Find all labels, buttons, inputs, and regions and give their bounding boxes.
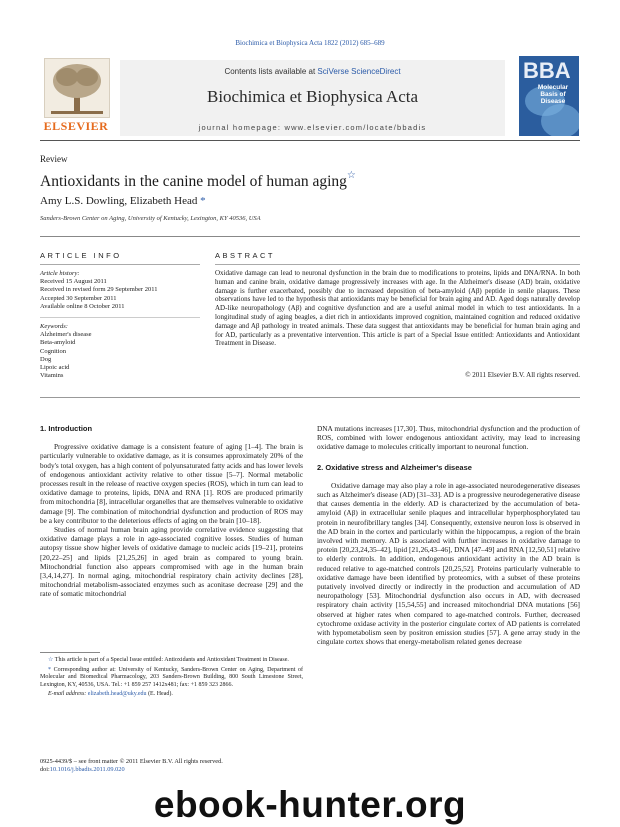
footnote-divider — [40, 652, 100, 653]
footnote-email — [40, 691, 303, 699]
keyword-item: Beta-amyloid — [40, 339, 76, 347]
homepage-prefix: journal homepage: — [198, 123, 285, 132]
sciencedirect-link[interactable]: SciVerse ScienceDirect — [317, 67, 401, 76]
keyword-item: Lipoic acid — [40, 364, 70, 372]
email-link[interactable]: elizabeth.head@uky.edu — [87, 691, 147, 698]
journal-homepage — [120, 123, 505, 132]
history-item: Accepted 30 September 2011 — [40, 294, 117, 302]
footnote-mark: ☆ — [48, 657, 54, 663]
article-type: Review — [40, 154, 68, 164]
email-suffix: (E. Head). — [146, 691, 173, 698]
journal-title: Biochimica et Biophysica Acta — [206, 87, 419, 106]
footnote-mark: * — [48, 666, 51, 673]
journal-cover-image — [519, 56, 579, 136]
history-item: Available online 8 October 2011 — [40, 302, 125, 310]
journal-reference[interactable]: Biochimica et Biophysica Acta 1822 (2012) 685–689 — [235, 39, 385, 47]
abstract-heading: ABSTRACT — [215, 251, 276, 260]
affiliation: Sanders-Brown Center on Aging, University of Kentucky, Lexington, KY 40536, USA — [40, 215, 261, 222]
homepage-url[interactable]: www.elsevier.com/locate/bbadis — [284, 123, 427, 132]
contents-prefix: Contents lists available at — [224, 67, 318, 76]
elsevier-logo — [40, 56, 112, 136]
cover-title: BBA — [523, 58, 571, 83]
keywords-divider — [40, 317, 200, 318]
email-label: E-mail address: — [48, 691, 88, 698]
paragraph: Studies of normal human brain aging provide correlative evidence suggesting that oxidative damage plays a role in age-associated cognitive losses. Studies of human autopsy tissue show higher levels of oxidative damage to nucleic acids [19–21], proteins [20,22–25] and lipids [21,25,26] in aged brain as compared to young brain. Mitochondrial function also appears compromised with age in the human brain [3,4,14,27]. In normal aging, mitochondrial respiratory chain activity declines [28], mitochondrial metabolism-associated enzymes such as aconitase decrease [29] and the rate of somatic mitochondrial — [40, 525, 303, 599]
article-title-text: Antioxidants in the canine model of human aging — [40, 173, 347, 190]
footnote — [40, 657, 303, 665]
title-divider — [40, 236, 580, 237]
watermark: ebook-hunter.org — [153, 784, 467, 825]
history-item: Received in revised form 29 September 2011 — [40, 286, 158, 294]
elsevier-wordmark: ELSEVIER — [43, 119, 109, 133]
doi-link[interactable]: 10.1016/j.bbadis.2011.09.020 — [49, 766, 125, 773]
footnote-text: Corresponding author at: University of Kentucky, Sanders-Brown Center on Aging, Department of Molecular and Biomedical Pharmacology, 203 Sanders-Brown Building, 800 South Limestone Street, Lexington, KY, 40536, USA. Tel.: +1 859 257 1412x481; fax: +1 859 323 2866. — [40, 666, 304, 688]
footnotes — [40, 657, 303, 701]
body-column-left — [40, 424, 303, 599]
paragraph: Progressive oxidative damage is a consistent feature of aging [1–4]. The brain is particularly vulnerable to oxidative damage, as it is consumes approximately 20% of the body's total oxygen, has a high content of polyunsaturated fatty acids and has lower levels of endogenous antioxidant activity relative to other tissue [5–7]. Normal metabolic processes result in the release of reactive oxygen species (ROS), which in turn can lead to oxidative damage to proteins, lipids, DNA and RNA [1]. ROS are produced primarily from mitochondria [8], intracellular organelles that are themselves vulnerable to oxidative damage [9]. The combination of mitochondrial dysfunction and production of ROS may be a key contributor to the deleterious effects of aging on the brain [10–18]. — [40, 442, 303, 525]
article-history — [40, 270, 200, 311]
body-column-right — [317, 424, 580, 646]
keywords-label: Keywords: — [40, 323, 68, 330]
article-info-divider — [40, 264, 200, 265]
contents-line — [120, 67, 505, 76]
doi-line — [40, 766, 340, 774]
paragraph: DNA mutations increases [17,30]. Thus, mitochondrial dysfunction and the production of ROS, combined with lower endogenous antioxidant activity, may lead to increasing oxidative damage to molecules critically important to neuronal function. — [317, 424, 580, 452]
article-title — [40, 170, 356, 191]
section-heading: 2. Oxidative stress and Alzheimer's disease — [317, 462, 472, 472]
footnote-text: This article is part of a Special Issue entitled: Antioxidants and Antioxidant Treatment in Disease. — [54, 657, 289, 663]
elsevier-tree-icon — [44, 58, 110, 118]
issn-line: 0925-4439/$ – see front matter © 2011 Elsevier B.V. All rights reserved. — [40, 758, 223, 765]
doi-prefix: doi: — [40, 766, 50, 773]
history-label: Article history: — [40, 270, 80, 277]
header-divider — [40, 140, 580, 141]
section-heading: 1. Introduction — [40, 424, 93, 433]
keywords — [40, 323, 200, 380]
keyword-item: Cognition — [40, 347, 67, 355]
corresponding-author-mark[interactable]: * — [200, 195, 206, 207]
front-matter — [40, 758, 340, 774]
author-list — [40, 195, 206, 207]
article-info-heading: ARTICLE INFO — [40, 251, 122, 260]
abstract-text: Oxidative damage can lead to neuronal dysfunction in the brain due to modifications to proteins, lipids and DNA/RNA. In both human and canine brain, oxidative damage progressively increases with age. In the Alzheimer's disease (AD) brain, oxidative damage is further exacerbated, possibly due to increased deposition of beta-amyloid (Aβ) peptide in senile plaques. These observations have led to the hypothesis that antioxidants may be beneficial for brain aging and AD. Aged dogs naturally develop AD-like neuropathology (Aβ) and cognitive dysfunction and are a useful animal model in which to test antioxidants. In a longitudinal study of aging beagles, a diet rich in antioxidants improved cognition, maintained cognition and reduced oxidative damage and Aβ pathology in treated animals. These data suggest that antioxidants may be beneficial for human brain aging and for AD, particularly as a preventative intervention. This article is part of a Special Issue entitled: Antioxidants and Antioxidant Treatment in Disease. — [215, 269, 580, 348]
keyword-item: Dog — [40, 355, 52, 363]
authors-text: Amy L.S. Dowling, Elizabeth Head — [40, 195, 198, 207]
history-item: Received 15 August 2011 — [40, 278, 107, 286]
paragraph: Oxidative damage may also play a role in age-associated neurodegenerative diseases such as Alzheimer's disease (AD) [31–33]. AD is a progressive neurodegenerative disease that causes dementia in the elderly. AD is characterized by the accumulation of beta-amyloid (Aβ) in extracellular senile plaques and intracellular hyperphosphorylated tau protein in neurofibrillary tangles [34]. Consequently, extensive neuron loss is observed in the AD brain in the cortex and particularly within the hippocampus, a region of the brain involved with memory. AD is associated with further increases in oxidative damage to protein [20,23,24,35–42], lipid [21,26,43–46], DNA [47–49] and RNA [12,50,51] relative to elderly controls. In addition, endogenous antioxidant activity in the AD brain is reduced relative to age-matched controls [20,25,52]. Proteins particularly vulnerable to oxidative damage have been identified by proteomics, with a subset of these proteins putatively involved directly or indirectly in the production and accumulation of AD neuropathology [53]. Mitochondrial dysfunction also occurs in AD, with decreased respiratory chain activity [15,54,55] and increased mitochondrial DNA mutations [56] observed at higher rates when compared to age-matched controls. Further, decreased cytochrome oxidase activity in the posterior cingulate cortex of AD patients is correlated with hypometabolism seen by positron emission studies [57]. A gene array study in the cingulate cortex shows that energy-metabolism related genes decrease — [317, 480, 580, 647]
keyword-item: Vitamins — [40, 372, 64, 380]
cover-subtitle: Molecular Basis of Disease — [537, 84, 569, 105]
body-divider — [40, 397, 580, 398]
copyright-notice: © 2011 Elsevier B.V. All rights reserved. — [465, 371, 580, 379]
footnote — [40, 667, 303, 690]
abstract-divider — [215, 264, 580, 265]
keyword-item: Alzheimer's disease — [40, 331, 92, 339]
title-footnote-mark[interactable]: ☆ — [346, 170, 356, 181]
